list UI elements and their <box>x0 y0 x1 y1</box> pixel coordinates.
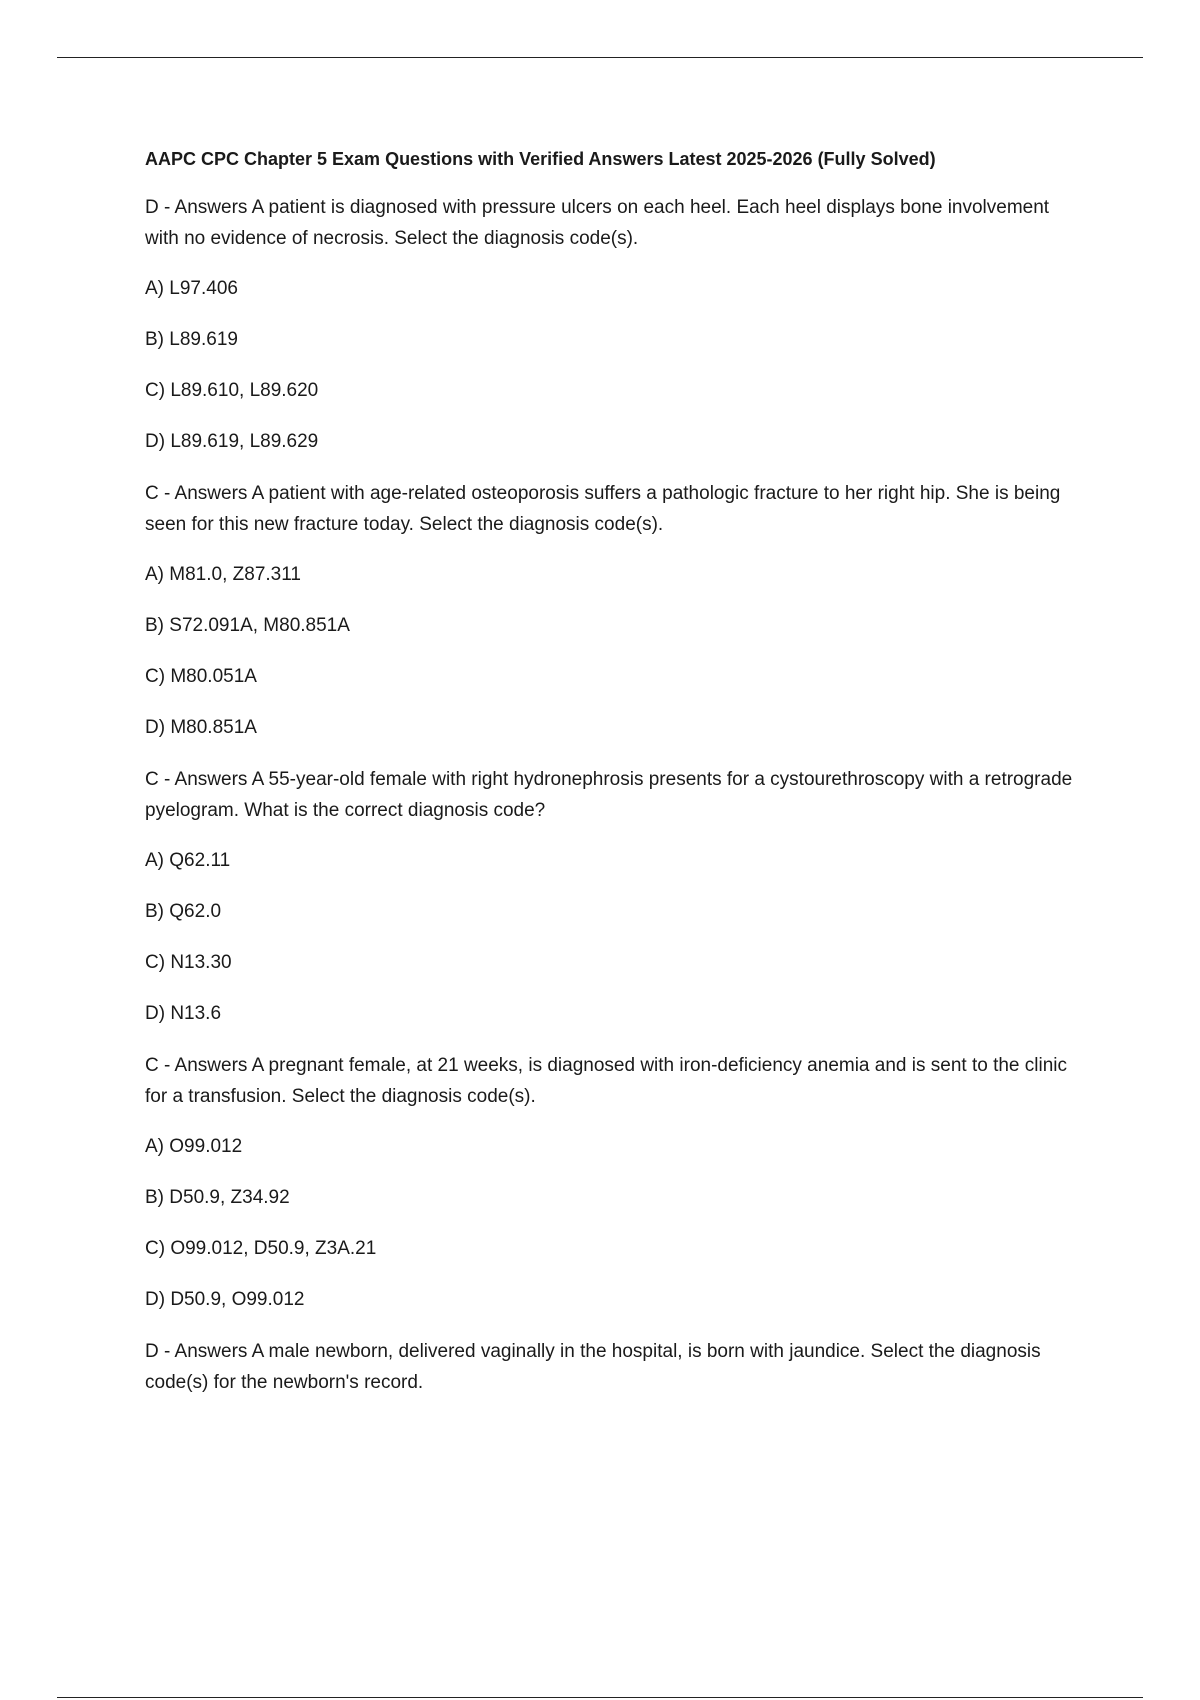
answer-option: A) Q62.11 <box>145 850 231 871</box>
answer-option: D) M80.851A <box>145 717 257 738</box>
answer-option: D) N13.6 <box>145 1003 222 1024</box>
header-rule <box>57 57 1143 58</box>
answer-option: D) D50.9, O99.012 <box>145 1289 305 1310</box>
question-block-5 <box>145 1336 1085 1398</box>
question-text: D - Answers A male newborn, delivered vaginally in the hospital, is born with jaundice. Select the diagnosis code(s) for the newborn's record. <box>145 1341 1041 1393</box>
document-title: AAPC CPC Chapter 5 Exam Questions with Verified Answers Latest 2025-2026 (Fully Solved) <box>145 149 936 169</box>
answer-option: A) L97.406 <box>145 278 238 299</box>
answer-option: C) L89.610, L89.620 <box>145 380 319 401</box>
question-block-3 <box>145 764 1085 1029</box>
answer-option: B) L89.619 <box>145 329 238 350</box>
document-body <box>145 146 1085 1418</box>
question-block-4 <box>145 1050 1085 1315</box>
question-text: C - Answers A pregnant female, at 21 weeks, is diagnosed with iron-deficiency anemia and is sent to the clinic for a transfusion. Select the diagnosis code(s). <box>145 1055 1067 1107</box>
answer-option: C) N13.30 <box>145 952 232 973</box>
question-text: C - Answers A 55-year-old female with right hydronephrosis presents for a cystourethroscopy with a retrograde pyelogram. What is the correct diagnosis code? <box>145 769 1073 821</box>
answer-option: D) L89.619, L89.629 <box>145 431 319 452</box>
question-block-1 <box>145 192 1085 457</box>
answer-option: C) O99.012, D50.9, Z3A.21 <box>145 1238 377 1259</box>
answer-option: A) M81.0, Z87.311 <box>145 564 301 585</box>
answer-option: A) O99.012 <box>145 1136 243 1157</box>
answer-option: C) M80.051A <box>145 666 257 687</box>
question-text: D - Answers A patient is diagnosed with pressure ulcers on each heel. Each heel displays bone involvement with no evidence of necrosis. Select the diagnosis code(s). <box>145 197 1050 249</box>
question-text: C - Answers A patient with age-related osteoporosis suffers a pathologic fracture to her right hip. She is being seen for this new fracture today. Select the diagnosis code(s). <box>145 483 1061 535</box>
answer-option: B) D50.9, Z34.92 <box>145 1187 290 1208</box>
footer-rule <box>57 1697 1143 1698</box>
answer-option: B) Q62.0 <box>145 901 222 922</box>
answer-option: B) S72.091A, M80.851A <box>145 615 350 636</box>
question-block-2 <box>145 478 1085 743</box>
